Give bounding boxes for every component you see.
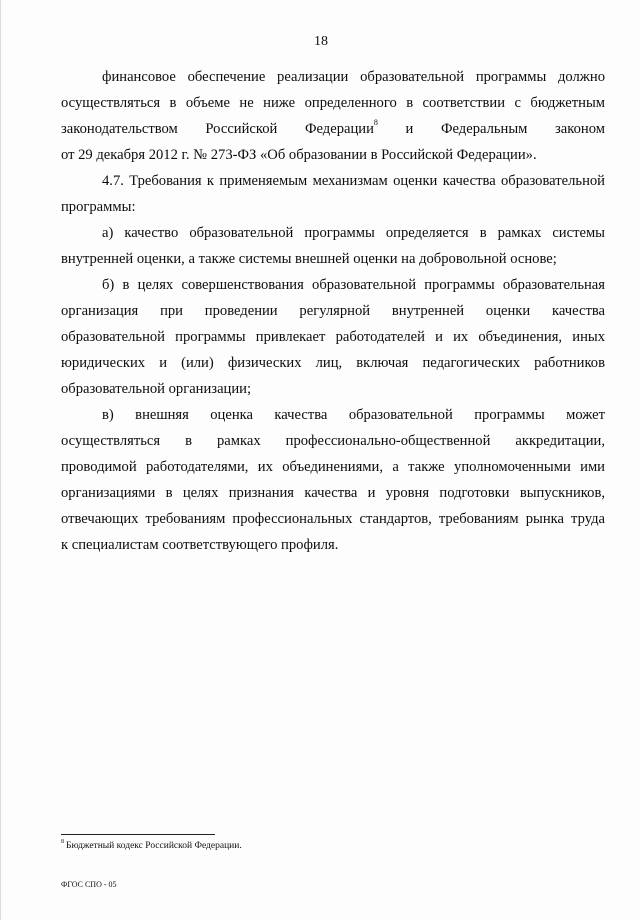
text-line: программы: (61, 199, 136, 215)
text-line: а) качество образовательной программы определяется в рамках системы (102, 225, 605, 241)
paragraph-4-7 (61, 168, 605, 220)
paragraph-intro (61, 64, 605, 168)
text-line: к специалистам соответствующего профиля. (61, 537, 339, 553)
text-line: организациями в целях признания качества и уровня подготовки выпускников, (61, 485, 605, 501)
text-line: образовательной организации; (61, 381, 252, 397)
text-line: внутренней оценки, а также системы внешней оценки на добровольной основе; (61, 251, 557, 267)
text-line: проводимой работодателями, их объединениями, а также уполномоченными ими (61, 459, 605, 475)
text-line: финансовое обеспечение реализации образовательной программы должно (102, 69, 605, 85)
text-line: 4.7. Требования к применяемым механизмам оценки качества образовательной (102, 173, 605, 189)
footnote (61, 838, 242, 851)
list-item-b (61, 272, 605, 402)
text-line: организация при проведении регулярной внутренней оценки качества (61, 303, 605, 319)
footnote-reference: 8 (373, 118, 378, 128)
text-segment: и Федеральным законом (377, 121, 605, 137)
text-segment: законодательством Российской Федерации (61, 121, 374, 137)
list-item-v (61, 402, 605, 558)
document-code: ФГОС СПО - 05 (61, 880, 117, 889)
text-line-with-footnote-ref (61, 116, 605, 142)
text-line: юридических и (или) физических лиц, включая педагогических работников (61, 355, 605, 371)
text-line: образовательной программы привлекает работодателей и их объединения, иных (61, 329, 605, 345)
text-line: отвечающих требованиям профессиональных стандартов, требованиям рынка труда (61, 511, 605, 527)
text-line: осуществляться в объеме не ниже определенного в соответствии с бюджетным (61, 95, 605, 111)
footnote-divider (61, 834, 215, 835)
list-item-a (61, 220, 605, 272)
text-line: в) внешняя оценка качества образовательной программы может (102, 407, 605, 423)
text-line: от 29 декабря 2012 г. № 273-ФЗ «Об образовании в Российской Федерации». (61, 147, 537, 163)
text-line: б) в целях совершенствования образовательной программы образовательная (102, 277, 605, 293)
footnote-text: Бюджетный кодекс Российской Федерации. (66, 841, 242, 851)
text-line: осуществляться в рамках профессионально-общественной аккредитации, (61, 433, 605, 449)
page-number: 18 (314, 34, 328, 49)
footnote-marker: 8 (61, 838, 64, 845)
